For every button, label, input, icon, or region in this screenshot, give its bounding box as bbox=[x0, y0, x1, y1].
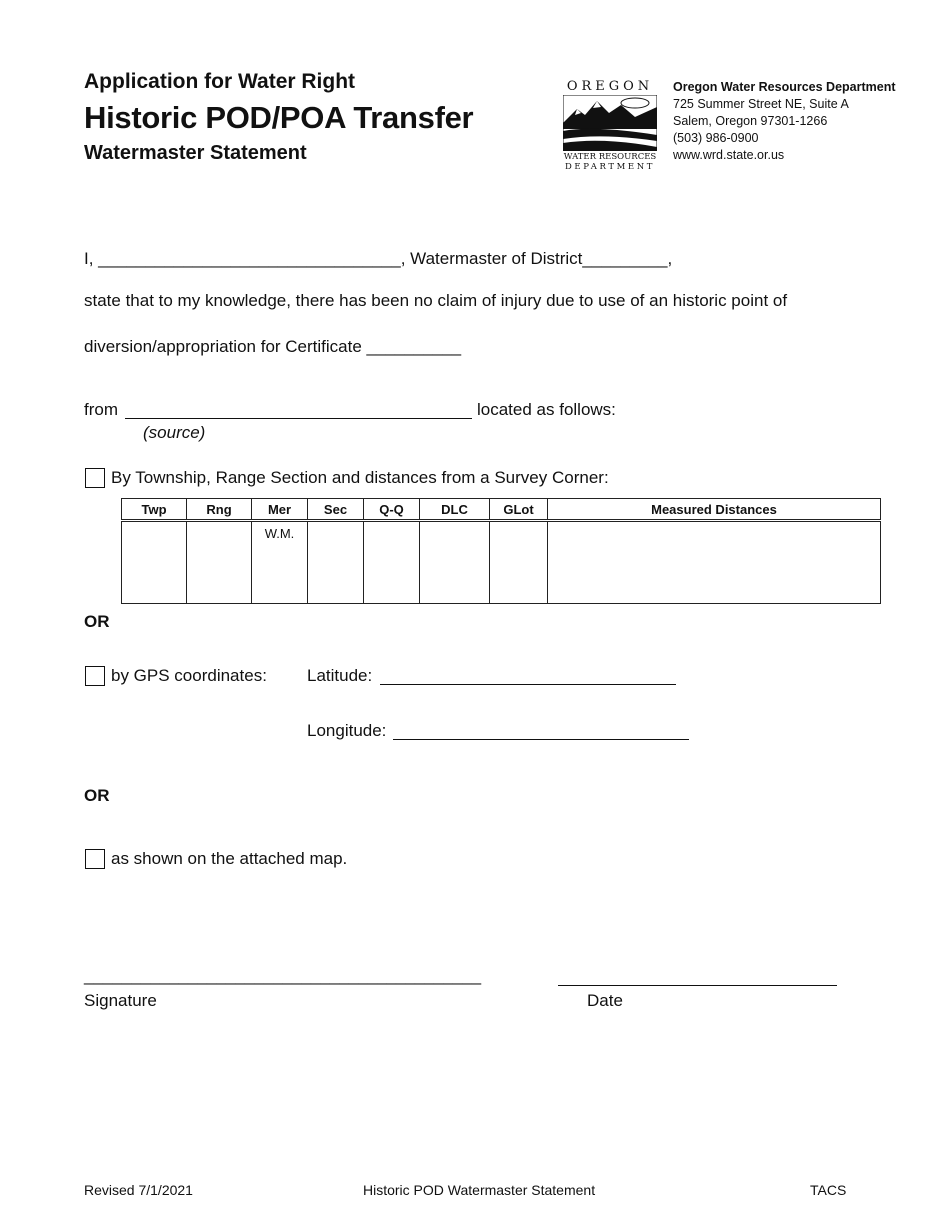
footer-doc-name: Historic POD Watermaster Statement bbox=[363, 1182, 596, 1198]
statement-prefix: I, bbox=[84, 249, 99, 268]
header-glot: GLot bbox=[490, 499, 548, 521]
or-divider-1: OR bbox=[84, 612, 110, 631]
statement-watermaster-text: , Watermaster of District bbox=[400, 249, 583, 268]
header-mer: Mer bbox=[252, 499, 308, 521]
longitude-label: Longitude: bbox=[307, 721, 387, 740]
source-caption: (source) bbox=[143, 423, 206, 442]
date-field[interactable] bbox=[558, 985, 837, 986]
footer-code: TACS bbox=[810, 1182, 847, 1198]
header-measured-distances: Measured Distances bbox=[548, 499, 881, 521]
agency-street: 725 Summer Street NE, Suite A bbox=[673, 97, 849, 111]
cell-mer[interactable]: W.M. bbox=[252, 521, 308, 604]
certificate-text: diversion/appropriation for Certificate bbox=[84, 337, 367, 356]
gps-checkbox[interactable] bbox=[85, 666, 105, 686]
township-checkbox[interactable] bbox=[85, 468, 105, 488]
header-rng: Rng bbox=[187, 499, 252, 521]
statement-line2: state that to my knowledge, there has been no claim of injury due to use of an historic point of bbox=[84, 291, 788, 310]
cell-qq[interactable] bbox=[364, 521, 420, 604]
logo-top-text: OREGON bbox=[566, 79, 654, 94]
gps-option-label: by GPS coordinates: bbox=[111, 666, 267, 685]
map-checkbox[interactable] bbox=[85, 849, 105, 869]
cell-twp[interactable] bbox=[122, 521, 187, 604]
from-label: from bbox=[84, 400, 118, 419]
logo-bottom-line1: WATER RESOURCES bbox=[563, 152, 657, 162]
date-label: Date bbox=[587, 991, 623, 1010]
map-option-label: as shown on the attached map. bbox=[111, 849, 348, 868]
cell-sec[interactable] bbox=[308, 521, 364, 604]
header-dlc: DLC bbox=[420, 499, 490, 521]
logo-bottom-line2: DEPARTMENT bbox=[564, 162, 656, 172]
agency-web: www.wrd.state.or.us bbox=[673, 148, 785, 162]
form-title-line2: Historic POD/POA Transfer bbox=[84, 100, 474, 135]
table-header-row bbox=[122, 499, 881, 521]
header-qq: Q-Q bbox=[364, 499, 420, 521]
footer-revised: Revised 7/1/2021 bbox=[84, 1182, 193, 1198]
or-divider-2: OR bbox=[84, 786, 110, 805]
agency-address bbox=[673, 79, 896, 164]
agency-phone: (503) 986-0900 bbox=[673, 131, 759, 145]
cell-glot[interactable] bbox=[490, 521, 548, 604]
signature-label: Signature bbox=[84, 991, 157, 1010]
location-table bbox=[121, 498, 881, 604]
latitude-label: Latitude: bbox=[307, 666, 373, 685]
statement-line1 bbox=[84, 249, 672, 269]
watermaster-name-field[interactable]: ________________________________ bbox=[98, 249, 401, 268]
source-field[interactable] bbox=[125, 418, 472, 419]
cell-measured-distances[interactable] bbox=[548, 521, 881, 604]
header-sec: Sec bbox=[308, 499, 364, 521]
agency-name: Oregon Water Resources Department bbox=[673, 80, 896, 94]
longitude-field[interactable] bbox=[393, 739, 689, 740]
statement-line3 bbox=[84, 337, 461, 357]
header-twp: Twp bbox=[122, 499, 187, 521]
form-title-line3: Watermaster Statement bbox=[84, 142, 307, 164]
table-row bbox=[122, 521, 881, 604]
township-option-label: By Township, Range Section and distances from a Survey Corner: bbox=[111, 468, 609, 487]
oregon-wrd-logo bbox=[562, 79, 658, 173]
district-field[interactable]: _________, bbox=[582, 249, 673, 268]
located-label: located as follows: bbox=[477, 400, 616, 419]
form-title-line1: Application for Water Right bbox=[84, 70, 356, 93]
latitude-field[interactable] bbox=[380, 684, 676, 685]
cell-rng[interactable] bbox=[187, 521, 252, 604]
cell-dlc[interactable] bbox=[420, 521, 490, 604]
agency-city: Salem, Oregon 97301-1266 bbox=[673, 114, 828, 128]
signature-field[interactable]: __________________________________________ bbox=[84, 966, 482, 985]
mountain-river-icon bbox=[563, 95, 657, 151]
certificate-field[interactable]: __________ bbox=[366, 337, 462, 356]
